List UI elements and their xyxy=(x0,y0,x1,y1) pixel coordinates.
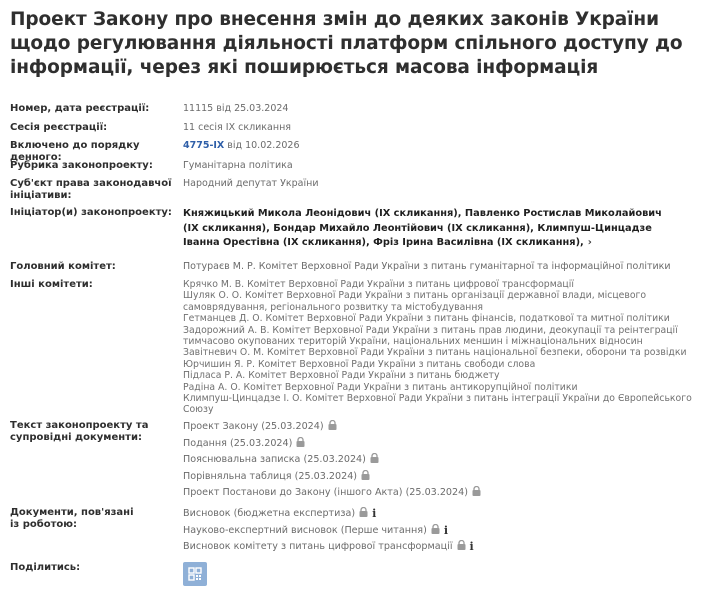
field-value: 11115 від 25.03.2024 xyxy=(183,103,289,114)
agenda-law-link[interactable]: 4775-IX xyxy=(183,140,225,151)
committee-list xyxy=(183,279,701,416)
lock-icon xyxy=(296,437,305,447)
field-label: Інші комітети: xyxy=(10,279,93,290)
document-link[interactable]: Подання (25.03.2024) xyxy=(183,437,698,454)
document-link[interactable]: Науково-експертний висновок (Перше читання) i xyxy=(183,523,449,537)
field-label: Головний комітет: xyxy=(10,261,116,272)
lock-icon xyxy=(370,453,379,463)
show-more-chevron-icon[interactable]: › xyxy=(587,237,592,248)
document-link[interactable]: Пояснювальна записка (25.03.2024) xyxy=(183,453,698,470)
field-label: Суб'єкт права законодавчої ініціативи: xyxy=(10,178,172,201)
lock-icon xyxy=(457,540,466,550)
field-value: Народний депутат України xyxy=(183,178,319,189)
field-label: Сесія реєстрації: xyxy=(10,122,108,133)
field-value xyxy=(183,207,678,251)
share-grid-icon xyxy=(188,567,202,581)
document-list xyxy=(183,507,698,557)
field-value: Гуманітарна політика xyxy=(183,160,293,171)
field-share xyxy=(10,562,701,588)
info-icon[interactable]: i xyxy=(469,540,474,553)
field-label: Ініціатор(и) законопроекту: xyxy=(10,207,172,218)
lock-icon xyxy=(359,507,368,517)
list-item: Юрчишин Я. Р. Комітет Верховної Ради України з питань свободи слова xyxy=(183,358,536,370)
lock-icon xyxy=(472,486,481,496)
field-label: Поділитись: xyxy=(10,562,81,573)
list-item: Підласа Р. А. Комітет Верховної Ради України з питань бюджету xyxy=(183,370,500,382)
field-label: Рубрика законопроекту: xyxy=(10,160,153,171)
initiators-list: Княжицький Микола Леонідович (IX скликання), Павленко Ростислав Миколайович (IX скликання), Бондар Михайло Леонтійович (IX скликання), Климпуш-Цинцадзе Іванна Орестівна (IX скликання), Фріз Ірина Василівна (IX скликання), xyxy=(183,208,662,248)
document-link[interactable]: Порівняльна таблиця (25.03.2024) xyxy=(183,470,698,487)
document-list xyxy=(183,420,698,503)
list-item: Шуляк О. О. Комітет Верховної Ради України з питань організації державної влади, місцевого самоврядування, регіонального розвитку та містобудування xyxy=(183,290,647,313)
info-icon[interactable]: i xyxy=(372,507,377,520)
document-link[interactable]: Висновок комітету з питань цифрової трансформації i xyxy=(183,540,474,553)
list-item: Гетманцев Д. О. Комітет Верховної Ради України з питань фінансів, податкової та митної політики xyxy=(183,313,670,325)
document-link[interactable]: Висновок (бюджетна експертиза) i xyxy=(183,507,377,520)
field-label: Номер, дата реєстрації: xyxy=(10,103,150,114)
list-item: Задорожний А. В. Комітет Верховної Ради України з питань прав людини, деокупації та реінтеграції тимчасово окупованих територій України, національних меншин і міжнаціональних відносин xyxy=(183,324,678,348)
list-item: Крячко М. В. Комітет Верховної Ради України з питань цифрової трансформації xyxy=(183,279,574,290)
field-label: Документи, пов'язані із роботою: xyxy=(10,507,134,530)
lock-icon xyxy=(361,470,370,480)
lock-icon xyxy=(328,420,337,430)
field-label: Текст законопроекту та супровідні документи: xyxy=(10,420,149,443)
field-value xyxy=(183,140,698,152)
field-value: 11 сесія IX скликання xyxy=(183,122,292,133)
share-button[interactable] xyxy=(183,562,207,586)
page-title: Проект Закону про внесення змін до деяких законів України щодо регулювання діяльності платформ спільного доступу до інформації, через які поширюється масова інформація xyxy=(10,9,683,78)
field-value: Потураєв М. Р. Комітет Верховної Ради України з питань гуманітарної та інформаційної політики xyxy=(183,261,671,272)
field-label: Включено до порядку денного: xyxy=(10,140,140,163)
lock-icon xyxy=(431,524,440,534)
info-icon[interactable]: i xyxy=(443,523,449,537)
list-item: Завітневич О. М. Комітет Верховної Ради України з питань національної безпеки, оборони та розвідки xyxy=(183,347,687,359)
list-item: Радіна А. О. Комітет Верховної Ради України з питань антикорупційної політики xyxy=(183,381,578,393)
list-item: Климпуш-Цинцадзе І. О. Комітет Верховної Ради України з питань інтеграції України до Європейського Союзу xyxy=(183,393,692,416)
document-link[interactable]: Проект Постанови до Закону (іншого Акта) (25.03.2024) xyxy=(183,486,698,503)
document-link[interactable]: Проект Закону (25.03.2024) xyxy=(183,420,698,437)
agenda-date: від 10.02.2026 xyxy=(224,140,300,151)
